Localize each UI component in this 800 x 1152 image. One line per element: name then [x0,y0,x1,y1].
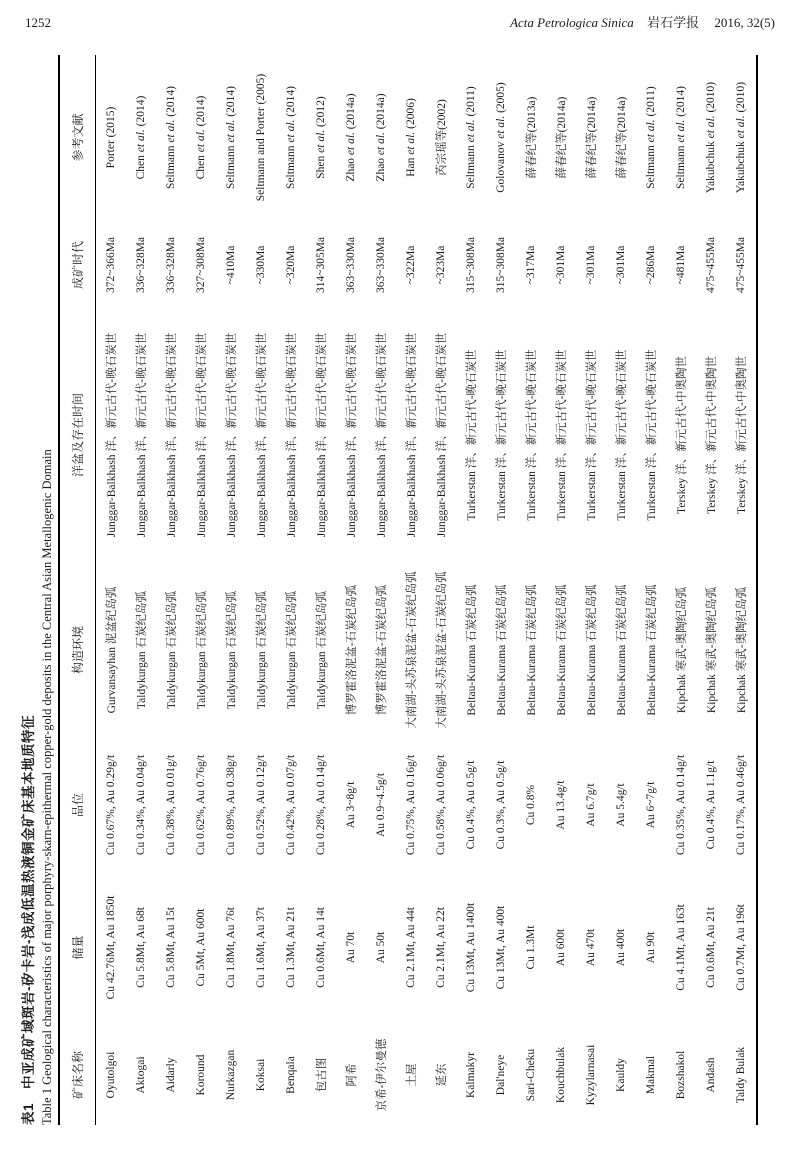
age-cell: ~330Ma [255,245,267,285]
column-header-deposit-name: 矿床名称 [59,1025,96,1125]
reserves-cell: Cu 0.6Mt, Au 21t [705,907,717,988]
table-row [186,55,216,1125]
ocean-basin-cell: Turkerstan 洋、新元古代-晚石炭世 [616,349,628,521]
reserves-cell: Cu 5.8Mt, Au 68t [135,907,147,988]
ocean-basin-cell: Junggar-Balkhash 洋、新元古代-晚石炭世 [286,332,298,538]
tectonic-setting-cell: Beltau-Kurama 石炭纪岛弧 [496,584,508,716]
tectonic-setting-cell: 博罗霍洛泥盆-石炭纪岛弧 [346,584,358,716]
grade-cell: Au 5.4g/t [615,783,627,827]
reserves-cell: Cu 4.1Mt, Au 163t [675,904,687,991]
tectonic-setting-cell: Taldykurgan 石炭纪岛弧 [316,590,328,710]
table-row [456,55,486,1125]
deposits-table [58,55,758,1125]
reference-cell: Zhao et al. (2014a) [345,93,357,182]
table-row [96,55,127,1125]
reference-cell: Yakubchuk et al. (2010) [705,81,717,194]
table-row [606,55,636,1125]
table-row [726,55,757,1125]
journal-line [510,12,775,31]
ocean-basin-cell: Junggar-Balkhash 洋、新元古代-晚石炭世 [376,332,388,538]
tectonic-setting-cell: Gurvansayhan 泥盆纪岛弧 [106,586,118,714]
age-cell: ~301Ma [555,245,567,285]
reference-cell: 芮宗瑶等(2002) [436,99,448,176]
table-title-en: Table 1 Geological characteristics of major porphyry-skarn-epithermal copper-gold deposits in the Central Asian Metallogenic Domain [40,449,54,1125]
ocean-basin-cell: Junggar-Balkhash 洋、新元古代-晚石炭世 [166,332,178,538]
ocean-basin-cell: Junggar-Balkhash 洋、新元古代-晚石炭世 [196,332,208,538]
table-row [276,55,306,1125]
age-cell: 363~330Ma [375,236,387,294]
ocean-basin-cell: Junggar-Balkhash 洋、新元古代-晚石炭世 [346,332,358,538]
tectonic-setting-cell: Kipchak 寒武-奥陶纪岛弧 [706,586,718,714]
age-cell: ~286Ma [645,245,657,285]
table-body [96,55,758,1125]
table-row [306,55,336,1125]
reference-cell: Porter (2015) [105,106,117,169]
grade-cell: Cu 0.17%, Au 0.46g/t [735,754,747,856]
deposit-name-cell: Taldy Bulak [735,1046,747,1104]
ocean-basin-cell: Turkerstan 洋、新元古代-晚石炭世 [586,349,598,521]
deposit-name-cell: Aktogai [135,1056,147,1094]
reserves-cell: Cu 13Mt, Au 1400t [465,902,477,993]
tectonic-setting-cell: Taldykurgan 石炭纪岛弧 [226,590,238,710]
tectonic-setting-cell: 大南湖-头苏泉泥盆-石炭纪岛弧 [436,571,448,729]
grade-cell: Au 6~7g/t [645,781,657,829]
grade-cell: Cu 0.4%, Au 0.5g/t [465,760,477,850]
age-cell: 336~328Ma [165,236,177,294]
reserves-cell: Cu 2.1Mt, Au 22t [435,907,447,988]
table-row [336,55,366,1125]
grade-cell: Cu 0.3%, Au 0.5g/t [495,760,507,850]
age-cell: ~323Ma [435,245,447,285]
grade-cell: Au 0.9~4.5g/t [375,772,387,838]
age-cell: ~322Ma [405,245,417,285]
tectonic-setting-cell: Beltau-Kurama 石炭纪岛弧 [556,584,568,716]
age-cell: 475~455Ma [735,236,747,294]
tectonic-setting-cell: 博罗霍洛泥盆-石炭纪岛弧 [376,584,388,716]
reserves-cell: Cu 0.7Mt, Au 196t [735,904,747,991]
reference-cell: Seltmann et al. (2014) [285,86,297,189]
deposit-name-cell: 包古图 [316,1057,328,1093]
age-cell: ~320Ma [285,245,297,285]
grade-cell: Cu 0.34%, Au 0.04g/t [135,754,147,856]
column-header-grade: 品位 [59,740,96,870]
deposit-name-cell: 京希-伊尔曼德 [376,1038,388,1112]
reserves-cell: Au 90t [645,931,657,964]
reference-cell: Seltmann et al. (2014) [165,86,177,189]
tectonic-setting-cell: 大南湖-头苏泉泥盆-石炭纪岛弧 [406,571,418,729]
grade-cell: Cu 0.67%, Au 0.29g/t [105,754,117,856]
grade-cell: Cu 0.38%, Au 0.01g/t [165,754,177,856]
reference-cell: Shen et al. (2012) [315,96,327,179]
reserves-cell: Cu 1.3Mt [525,925,537,970]
deposit-name-cell: Benqala [285,1056,297,1094]
table-row [216,55,246,1125]
reference-cell: Han et al. (2006) [405,98,417,177]
journal-title-en: Acta Petrologica Sinica [510,15,634,30]
reserves-cell: Au 70t [345,931,357,964]
age-cell: 327~308Ma [195,236,207,294]
age-cell: ~481Ma [675,245,687,285]
reference-cell: Golovanov et al. (2005) [495,82,507,193]
ocean-basin-cell: Terskey 洋、新元古代-中奥陶世 [676,356,688,514]
deposit-name-cell: Koround [195,1054,207,1096]
ocean-basin-cell: Junggar-Balkhash 洋、新元古代-晚石炭世 [226,332,238,538]
grade-cell: Cu 0.52%, Au 0.12g/t [255,754,267,856]
ocean-basin-cell: Turkerstan 洋、新元古代-晚石炭世 [496,349,508,521]
deposit-name-cell: Sari-Cheku [525,1048,537,1102]
reference-cell: 薛春纪等(2014a) [556,96,568,179]
reserves-cell: Cu 13Mt, Au 400t [495,905,507,990]
table-row [516,55,546,1125]
tectonic-setting-cell: Kipchak 寒武-奥陶纪岛弧 [736,586,748,714]
tectonic-setting-cell: Beltau-Kurama 石炭纪岛弧 [646,584,658,716]
age-cell: ~301Ma [615,245,627,285]
reserves-cell: Au 400t [615,928,627,967]
table-title-cn: 表1 中亚成矿域斑岩-矽卡岩-浅成低温热液铜金矿床基本地质特征 [21,715,36,1125]
deposit-name-cell: Kyzylarnasai [585,1044,597,1106]
deposit-name-cell: Kouchbulak [555,1046,567,1104]
ocean-basin-cell: Junggar-Balkhash 洋、新元古代-晚石炭世 [136,332,148,538]
reserves-cell: Cu 5.8Mt, Au 15t [165,907,177,988]
column-header-reserves: 储量 [59,870,96,1025]
age-cell: 363~330Ma [345,236,357,294]
tectonic-setting-cell: Kipchak 寒武-奥陶纪岛弧 [676,586,688,714]
deposit-name-cell: Aidarly [165,1057,177,1093]
ocean-basin-cell: Turkerstan 洋、新元古代-晚石炭世 [556,349,568,521]
reserves-cell: Cu 1.8Mt, Au 76t [225,907,237,988]
ocean-basin-cell: Junggar-Balkhash 洋、新元古代-晚石炭世 [316,332,328,538]
tectonic-setting-cell: Taldykurgan 石炭纪岛弧 [136,590,148,710]
tectonic-setting-cell: Beltau-Kurama 石炭纪岛弧 [586,584,598,716]
tectonic-setting-cell: Beltau-Kurama 石炭纪岛弧 [616,584,628,716]
reserves-cell: Cu 42.76Mt, Au 1850t [105,895,117,1000]
grade-cell: Cu 0.8% [525,784,537,826]
column-header-references: 参考文献 [59,55,96,220]
grade-cell: Cu 0.75%, Au 0.16g/t [405,754,417,856]
reserves-cell: Cu 2.1Mt, Au 44t [405,907,417,988]
table-row [546,55,576,1125]
reference-cell: Seltmann and Porter (2005) [255,73,267,202]
grade-cell: Cu 0.89%, Au 0.38g/t [225,754,237,856]
table-row [426,55,456,1125]
ocean-basin-cell: Junggar-Balkhash 洋、新元古代-晚石炭世 [256,332,268,538]
table-header-row [59,55,96,1125]
reference-cell: Seltmann et al. (2014) [225,86,237,189]
ocean-basin-cell: Turkerstan 洋、新元古代-晚石炭世 [646,349,658,521]
tectonic-setting-cell: Beltau-Kurama 石炭纪岛弧 [466,584,478,716]
reserves-cell: Cu 1.3Mt, Au 21t [285,907,297,988]
reserves-cell: Au 50t [375,931,387,964]
table-row [696,55,726,1125]
ocean-basin-cell: Turkerstan 洋、新元古代-晚石炭世 [526,349,538,521]
deposit-name-cell: 延东 [436,1063,448,1087]
table-row [156,55,186,1125]
table-row [576,55,606,1125]
column-header-metallogenic-age: 成矿时代 [59,220,96,310]
journal-title-cn: 岩石学报 [647,15,700,30]
reference-cell: Chen et al. (2014) [195,95,207,180]
deposit-name-cell: Bozshakol [675,1050,687,1100]
grade-cell: Au 6.7g/t [585,783,597,827]
reference-cell: Zhao et al. (2014a) [375,93,387,182]
reference-cell: 薛春纪等(2014a) [586,96,598,179]
reference-cell: Chen et al. (2014) [135,95,147,180]
tectonic-setting-cell: Taldykurgan 石炭纪岛弧 [256,590,268,710]
deposit-name-cell: Nurkazgan [225,1049,237,1101]
table-row [666,55,696,1125]
tectonic-setting-cell: Taldykurgan 石炭纪岛弧 [196,590,208,710]
reference-cell: Seltmann et al. (2011) [645,86,657,189]
page-number: 1252 [25,15,51,30]
reserves-cell: Cu 0.6Mt, Au 14t [315,907,327,988]
ocean-basin-cell: Junggar-Balkhash 洋、新元古代-晚石炭世 [406,332,418,538]
grade-cell: Cu 0.62%, Au 0.76g/t [195,754,207,856]
age-cell: 336~328Ma [135,236,147,294]
running-head [25,12,775,31]
grade-cell: Cu 0.4%, Au 1.1g/t [705,760,717,850]
age-cell: 372~366Ma [105,236,117,294]
reference-cell: 薛春纪等(2013a) [526,96,538,179]
deposit-name-cell: Kalmakyr [465,1052,477,1098]
journal-issue: 2016, 32(5) [714,15,775,30]
rotated-table-area [20,55,788,1125]
age-cell: ~317Ma [525,245,537,285]
deposit-name-cell: Andash [705,1057,717,1093]
table-row [366,55,396,1125]
ocean-basin-cell: Junggar-Balkhash 洋、新元古代-晚石炭世 [106,332,118,538]
age-cell: ~301Ma [585,245,597,285]
tectonic-setting-cell: Beltau-Kurama 石炭纪岛弧 [526,584,538,716]
reserves-cell: Au 600t [555,928,567,967]
ocean-basin-cell: Terskey 洋、新元古代-中奥陶世 [736,356,748,514]
age-cell: 314~305Ma [315,236,327,294]
table-row [486,55,516,1125]
table-row [126,55,156,1125]
ocean-basin-cell: Terskey 洋、新元古代-中奥陶世 [706,356,718,514]
grade-cell: Cu 0.35%, Au 0.14g/t [675,754,687,856]
grade-cell: Cu 0.28%, Au 0.14g/t [315,754,327,856]
table-row [636,55,666,1125]
age-cell: 315~308Ma [465,236,477,294]
grade-cell: Au 3~8g/t [345,781,357,829]
column-header-ocean-basin: 洋盆及存在时间 [59,310,96,560]
deposit-name-cell: Kauldy [615,1058,627,1092]
tectonic-setting-cell: Taldykurgan 石炭纪岛弧 [166,590,178,710]
reference-cell: Seltmann et al. (2011) [465,86,477,189]
reference-cell: Yakubchuk et al. (2010) [735,81,747,194]
age-cell: 315~308Ma [495,236,507,294]
deposit-name-cell: Dal'neye [495,1054,507,1096]
deposit-name-cell: Oyutolgoi [105,1051,117,1099]
deposit-name-cell: 土屋 [406,1063,418,1087]
table-row [396,55,426,1125]
age-cell: ~410Ma [225,245,237,285]
reserves-cell: Cu 1.6Mt, Au 37t [255,907,267,988]
tectonic-setting-cell: Taldykurgan 石炭纪岛弧 [286,590,298,710]
table-row [246,55,276,1125]
reserves-cell: Cu 5Mt, Au 600t [195,908,207,987]
deposit-name-cell: Makmal [645,1055,657,1095]
deposit-name-cell: Koksai [255,1058,267,1092]
column-header-tectonic-setting: 构造环境 [59,560,96,740]
reference-cell: Seltmann et al. (2014) [675,86,687,189]
ocean-basin-cell: Junggar-Balkhash 洋、新元古代-晚石炭世 [436,332,448,538]
rotated-table-content [20,55,788,1125]
ocean-basin-cell: Turkerstan 洋、新元古代-晚石炭世 [466,349,478,521]
grade-cell: Cu 0.42%, Au 0.07g/t [285,754,297,856]
grade-cell: Au 13.4g/t [555,780,567,830]
age-cell: 475~455Ma [705,236,717,294]
reserves-cell: Au 470t [585,928,597,967]
reference-cell: 薛春纪等(2014a) [616,96,628,179]
deposit-name-cell: 阿希 [346,1063,358,1087]
grade-cell: Cu 0.58%, Au 0.06g/t [435,754,447,856]
